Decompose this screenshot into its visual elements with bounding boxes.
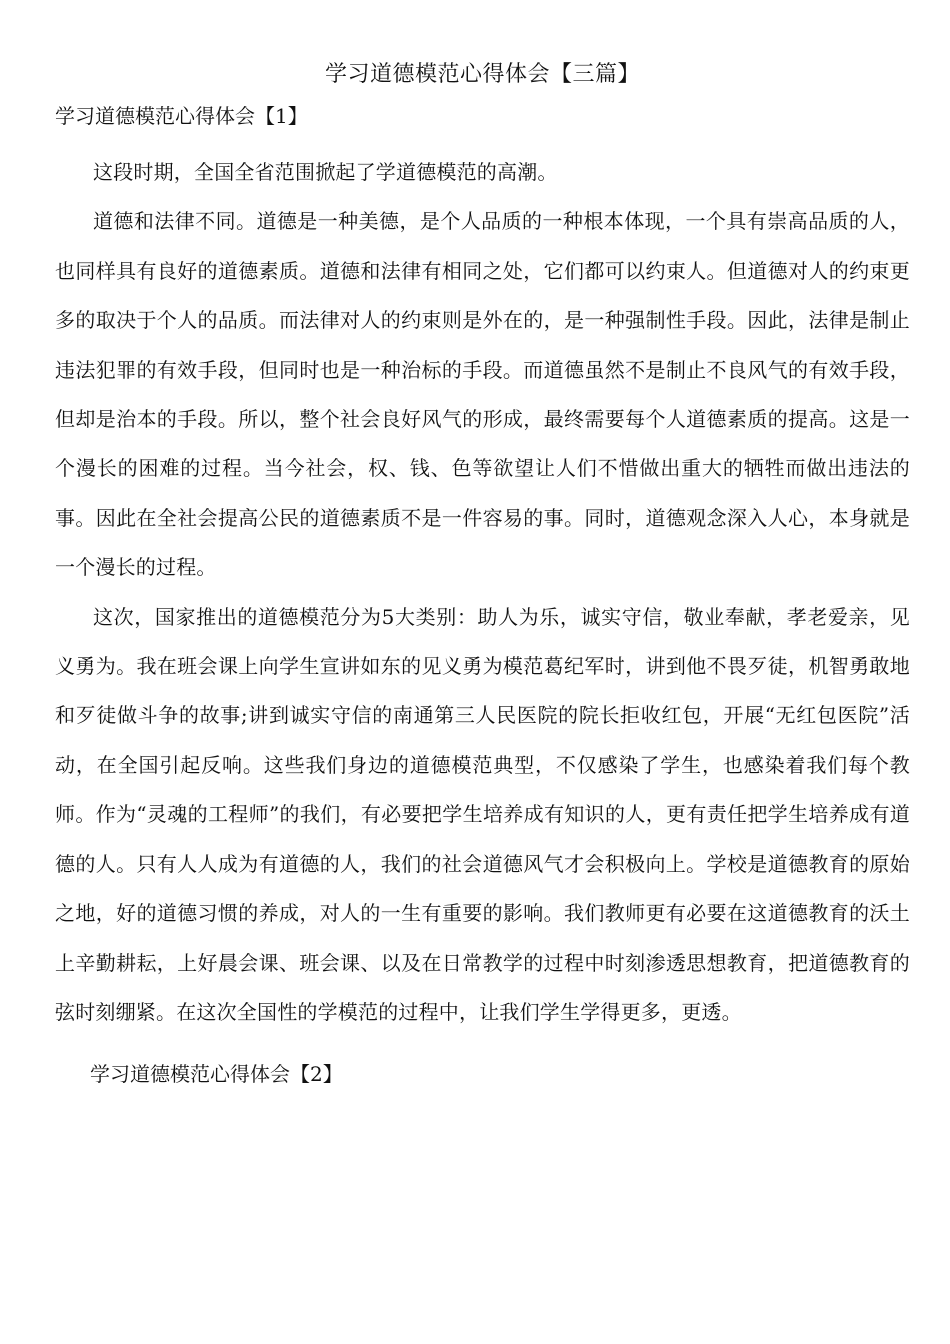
document-title: 学习道德模范心得体会【三篇】	[324, 62, 640, 87]
section-1-heading: 学习道德模范心得体会【1】	[55, 104, 308, 128]
paragraph-1: 这段时期，全国全省范围掀起了学道德模范的高潮。	[93, 160, 558, 184]
section-2-heading: 学习道德模范心得体会【2】	[90, 1062, 343, 1087]
document-page	[55, 58, 910, 1106]
paragraph-3: 这次，国家推出的道德模范分为5大类别：助人为乐，诚实守信，敬业奉献，孝老爱亲，见义勇为。我在班会课上向学生宣讲如东的见义勇为模范葛纪军时，讲到他不畏歹徒，机智勇敢地和歹徒做斗争的故事;讲到诚实守信的南通第三人民医院的院长拒收红包，开展“无红包医院”活动，在全国引起反响。这些我们身边的道德模范典型，不仅感染了学生，也感染着我们每个教师。作为“灵魂的工程师”的我们，有必要把学生培养成有知识的人，更有责任把学生培养成有道德的人。只有人人成为有道德的人，我们的社会道德风气才会积极向上。学校是道德教育的原始之地，好的道德习惯的养成，对人的一生有重要的影响。我们教师更有必要在这道德教育的沃土上辛勤耕耘，上好晨会课、班会课、以及在日常教学的过程中时刻渗透思想教育，把道德教育的弦时刻绷紧。在这次全国性的学模范的过程中，让我们学生学得更多，更透。	[55, 604, 910, 1024]
paragraph-2: 道德和法律不同。道德是一种美德，是个人品质的一种根本体现，一个具有崇高品质的人，也同样具有良好的道德素质。道德和法律有相同之处，它们都可以约束人。但道德对人的约束更多的取决于个人的品质。而法律对人的约束则是外在的，是一种强制性手段。因此，法律是制止违法犯罪的有效手段，但同时也是一种治标的手段。而道德虽然不是制止不良风气的有效手段，但却是治本的手段。所以，整个社会良好风气的形成，最终需要每个人道德素质的提高。这是一个漫长的困难的过程。当今社会，权、钱、色等欲望让人们不惜做出重大的牺牲而做出违法的事。因此在全社会提高公民的道德素质不是一件容易的事。同时，道德观念深入人心，本身就是一个漫长的过程。	[55, 209, 910, 580]
